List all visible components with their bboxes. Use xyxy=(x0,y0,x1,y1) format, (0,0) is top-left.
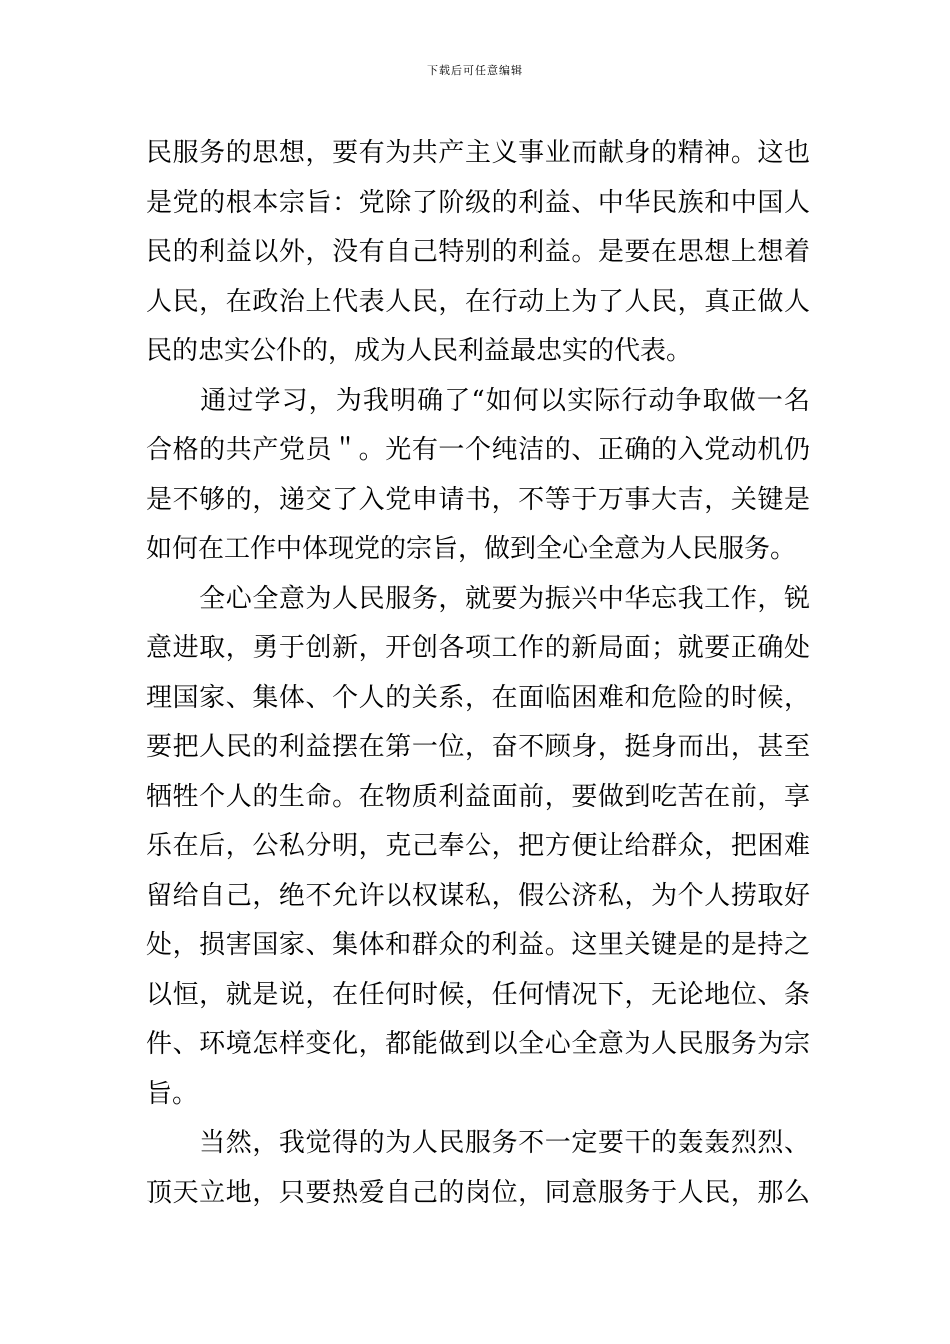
page-header: 下载后可任意编辑 xyxy=(427,64,523,77)
paragraph xyxy=(146,377,810,575)
text-line: 旨。 xyxy=(146,1078,199,1109)
text-line: 件、环境怎样变化，都能做到以全心全意为人民服务为宗 xyxy=(146,1029,810,1059)
text-line: 合格的共产党员＂。光有一个纯洁的、正确的入党动机仍 xyxy=(146,435,810,465)
text-line: 顶天立地，只要热爱自己的岗位，同意服务于人民，那么 xyxy=(146,1177,810,1208)
text-line: 人民，在政治上代表人民，在行动上为了人民，真正做人 xyxy=(146,286,810,317)
text-line: 处，损害国家、集体和群众的利益。这里关键是的是持之 xyxy=(146,930,810,960)
text-line: 全心全意为人民服务，就要为振兴中华忘我工作，锐 xyxy=(146,583,810,614)
text-line: 以恒，就是说，在任何时候，任何情况下，无论地位、条 xyxy=(146,979,810,1010)
text-line: 通过学习，为我明确了“如何以实际行动争取做一名 xyxy=(146,385,810,416)
text-line: 民服务的思想，要有为共产主义事业而献身的精神。这也 xyxy=(146,138,810,168)
text-line: 民的忠实公仆的，成为人民利益最忠实的代表。 xyxy=(146,336,693,366)
text-line: 民的利益以外，没有自己特别的利益。是要在思想上想着 xyxy=(146,237,810,267)
text-line: 理国家、集体、个人的关系，在面临困难和危险的时候， xyxy=(146,682,810,713)
text-line: 意进取，勇于创新，开创各项工作的新局面；就要正确处 xyxy=(146,633,810,663)
text-line: 如何在工作中体现党的宗旨，做到全心全意为人民服务。 xyxy=(146,534,797,564)
text-line: 当然，我觉得的为人民服务不一定要干的轰轰烈烈、 xyxy=(146,1128,810,1158)
paragraph xyxy=(146,575,810,1120)
text-line: 乐在后，公私分明，克己奉公，把方便让给群众，把困难 xyxy=(146,831,810,861)
paragraph xyxy=(146,129,810,377)
document-body xyxy=(146,129,810,1218)
text-line: 留给自己，绝不允许以权谋私，假公济私，为个人捞取好 xyxy=(146,880,810,911)
text-line: 是党的根本宗旨：党除了阶级的利益、中华民族和中国人 xyxy=(146,187,810,218)
text-line: 要把人民的利益摆在第一位，奋不顾身，挺身而出，甚至 xyxy=(146,732,810,762)
text-line: 是不够的，递交了入党申请书，不等于万事大吉，关键是 xyxy=(146,484,810,515)
paragraph xyxy=(146,1119,810,1218)
text-line: 牺牲个人的生命。在物质利益面前，要做到吃苦在前，享 xyxy=(146,781,810,812)
